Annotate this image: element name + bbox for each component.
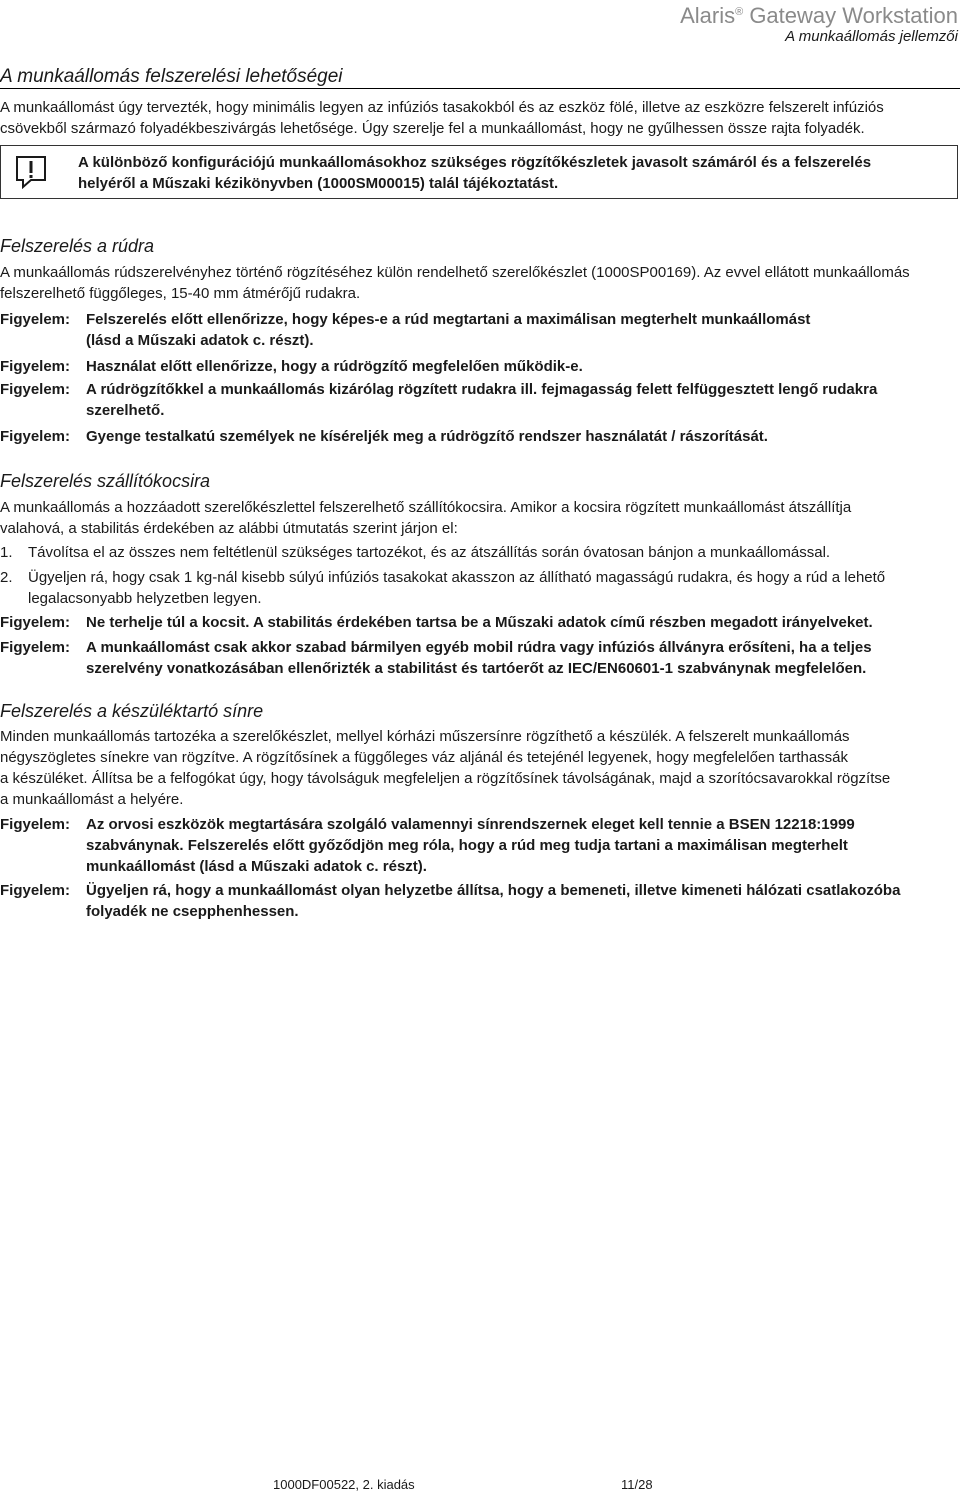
warning-text xyxy=(86,426,946,447)
rail-warning-1 xyxy=(0,814,960,877)
registered-mark: ® xyxy=(735,6,744,18)
caution-icon xyxy=(14,155,48,189)
step-number: 1. xyxy=(0,544,13,561)
warning-line: A rúdrögzítőkkel a munkaállomás kizárólag rögzített rudakra ill. fejmagasság felett felfüggesztett lengő rudakra xyxy=(86,381,878,398)
rail-body-line-4: a munkaállomást a helyére. xyxy=(0,791,184,808)
warning-label: Figyelem: xyxy=(0,816,71,833)
cart-body-line-2: valahová, a stabilitás érdekében az alábbi útmutatás szerint járjon el: xyxy=(0,520,458,537)
warning-text xyxy=(86,637,946,679)
warning-text xyxy=(86,612,946,633)
cart-step-2 xyxy=(0,567,960,609)
pole-warning-4 xyxy=(0,426,960,447)
product-name: Alaris xyxy=(680,3,736,28)
step-number: 2. xyxy=(0,569,13,586)
pole-heading: Felszerelés a rúdra xyxy=(0,236,155,256)
warning-line: Ügyeljen rá, hogy a munkaállomást olyan helyzetbe állítsa, hogy a bemeneti, illetve kimeneti hálózati csatlakozóba xyxy=(86,882,901,899)
warning-label: Figyelem: xyxy=(0,614,71,631)
intro-line-2: csövekből származó folyadékbeszivárgás lehetősége. Úgy szerelje fel a munkaállomást, hogy ne gyűlhessen össze rajta folyadék. xyxy=(0,120,865,137)
pole-body-line-1: A munkaállomás rúdszerelvényhez történő rögzítéséhez külön rendelhető szerelőkészlet (1000SP00169). Az evvel ellátott munkaállomás xyxy=(0,264,910,281)
warning-line: szerelhető. xyxy=(86,402,165,419)
warning-line: A munkaállomást csak akkor szabad bármilyen egyéb mobil rúdra vagy infúziós állványra erősíteni, ha a teljes xyxy=(86,639,872,656)
note-line-2: helyéről a Műszaki kézikönyvben (1000SM00015) talál tájékoztatást. xyxy=(78,175,559,192)
cart-step-1 xyxy=(0,542,960,563)
rail-body-line-3: a készüléket. Állítsa be a felfogókat úgy, hogy távolságuk megfeleljen a rögzítősínek távolságának, majd a szorítócsavarokkal rögzítse xyxy=(0,770,891,787)
warning-line: munkaállomást (lásd a Műszaki adatok c. részt). xyxy=(86,858,427,875)
warning-line: folyadék ne csepphenhessen. xyxy=(86,903,299,920)
note-text xyxy=(78,152,948,194)
cart-body-line-1: A munkaállomás a hozzáadott szerelőkészlettel felszerelhető szállítókocsira. Amikor a kocsira rögzített munkaállomást átszállítja xyxy=(0,499,852,516)
section-title: A munkaállomás felszerelési lehetőségei xyxy=(0,66,343,87)
pole-warning-2 xyxy=(0,356,960,377)
cart-heading: Felszerelés szállítókocsira xyxy=(0,471,211,491)
footer-doc-id: 1000DF00522, 2. kiadás xyxy=(273,1477,415,1492)
cart-warning-1 xyxy=(0,612,960,633)
warning-text xyxy=(86,814,946,877)
warning-line: (lásd a Műszaki adatok c. részt). xyxy=(86,332,314,349)
warning-label: Figyelem: xyxy=(0,428,71,445)
step-line: Távolítsa el az összes nem feltétlenül szükséges tartozékot, és az átszállítás során óvatosan bánjon a munkaállomással. xyxy=(28,544,831,561)
pole-warning-1 xyxy=(0,309,960,351)
rail-warning-2 xyxy=(0,880,960,922)
section-divider xyxy=(0,88,960,89)
footer-page-number: 11/28 xyxy=(621,1477,653,1492)
step-text xyxy=(28,542,948,563)
warning-line: Ne terhelje túl a kocsit. A stabilitás érdekében tartsa be a Műszaki adatok című részben megadott irányelveket. xyxy=(86,614,873,631)
step-text xyxy=(28,567,948,609)
step-line: legalacsonyabb helyzetben legyen. xyxy=(28,590,262,607)
chapter-title: A munkaállomás jellemzői xyxy=(785,28,958,45)
warning-text xyxy=(86,880,946,922)
warning-label: Figyelem: xyxy=(0,311,71,328)
cart-warning-2 xyxy=(0,637,960,679)
warning-line: Az orvosi eszközök megtartására szolgáló valamennyi sínrendszernek eleget kell tennie a BSEN 12218:1999 xyxy=(86,816,855,833)
warning-line: szabványnak. Felszerelés előtt győződjön meg róla, hogy a rúd meg tudja tartani a maximálisan megterhelt xyxy=(86,837,848,854)
warning-label: Figyelem: xyxy=(0,639,71,656)
warning-line: Gyenge testalkatú személyek ne kíséreljék meg a rúdrögzítő rendszer használatát / rászorítását. xyxy=(86,428,768,445)
warning-text xyxy=(86,309,946,351)
rail-heading: Felszerelés a készüléktartó sínre xyxy=(0,701,264,721)
warning-line: szerelvény vonatkozásában ellenőrizték a stabilitást és tartóerőt az IEC/EN60601-1 szabványnak megfelelően. xyxy=(86,660,867,677)
rail-body-line-2: négyszögletes sínekre van rögzítve. A rögzítősínek a függőleges váz aljánál és tetejénél legyenek, hogy megfelelően tarthassák xyxy=(0,749,849,766)
pole-body-line-2: felszerelhető függőleges, 15-40 mm átmérőjű rudakra. xyxy=(0,285,361,302)
step-line: Ügyeljen rá, hogy csak 1 kg-nál kisebb súlyú infúziós tasakokat akasszon az állítható magasságú rudakra, és hogy a rúd a lehető xyxy=(28,569,886,586)
warning-label: Figyelem: xyxy=(0,381,71,398)
warning-line: Használat előtt ellenőrizze, hogy a rúdrögzítő megfelelően működik-e. xyxy=(86,358,583,375)
warning-label: Figyelem: xyxy=(0,358,71,375)
pole-warning-3 xyxy=(0,379,960,421)
warning-label: Figyelem: xyxy=(0,882,71,899)
warning-text xyxy=(86,379,946,421)
intro-line-1: A munkaállomást úgy tervezték, hogy minimális legyen az infúziós tasakokból és az eszköz fölé, illetve az eszközre felszerelt infúziós xyxy=(0,99,884,116)
rail-body-line-1: Minden munkaállomás tartozéka a szerelőkészlet, mellyel kórházi műszersínre rögzíthető a készülék. A felszerelt munkaállomás xyxy=(0,728,850,745)
warning-line: Felszerelés előtt ellenőrizze, hogy képes-e a rúd megtartani a maximálisan megterhelt munkaállomást xyxy=(86,311,811,328)
product-name-rest: Gateway Workstation xyxy=(743,3,958,28)
note-line-1: A különböző konfigurációjú munkaállomásokhoz szükséges rögzítőkészletek javasolt számáról és a felszerelés xyxy=(78,154,872,171)
warning-text xyxy=(86,356,946,377)
